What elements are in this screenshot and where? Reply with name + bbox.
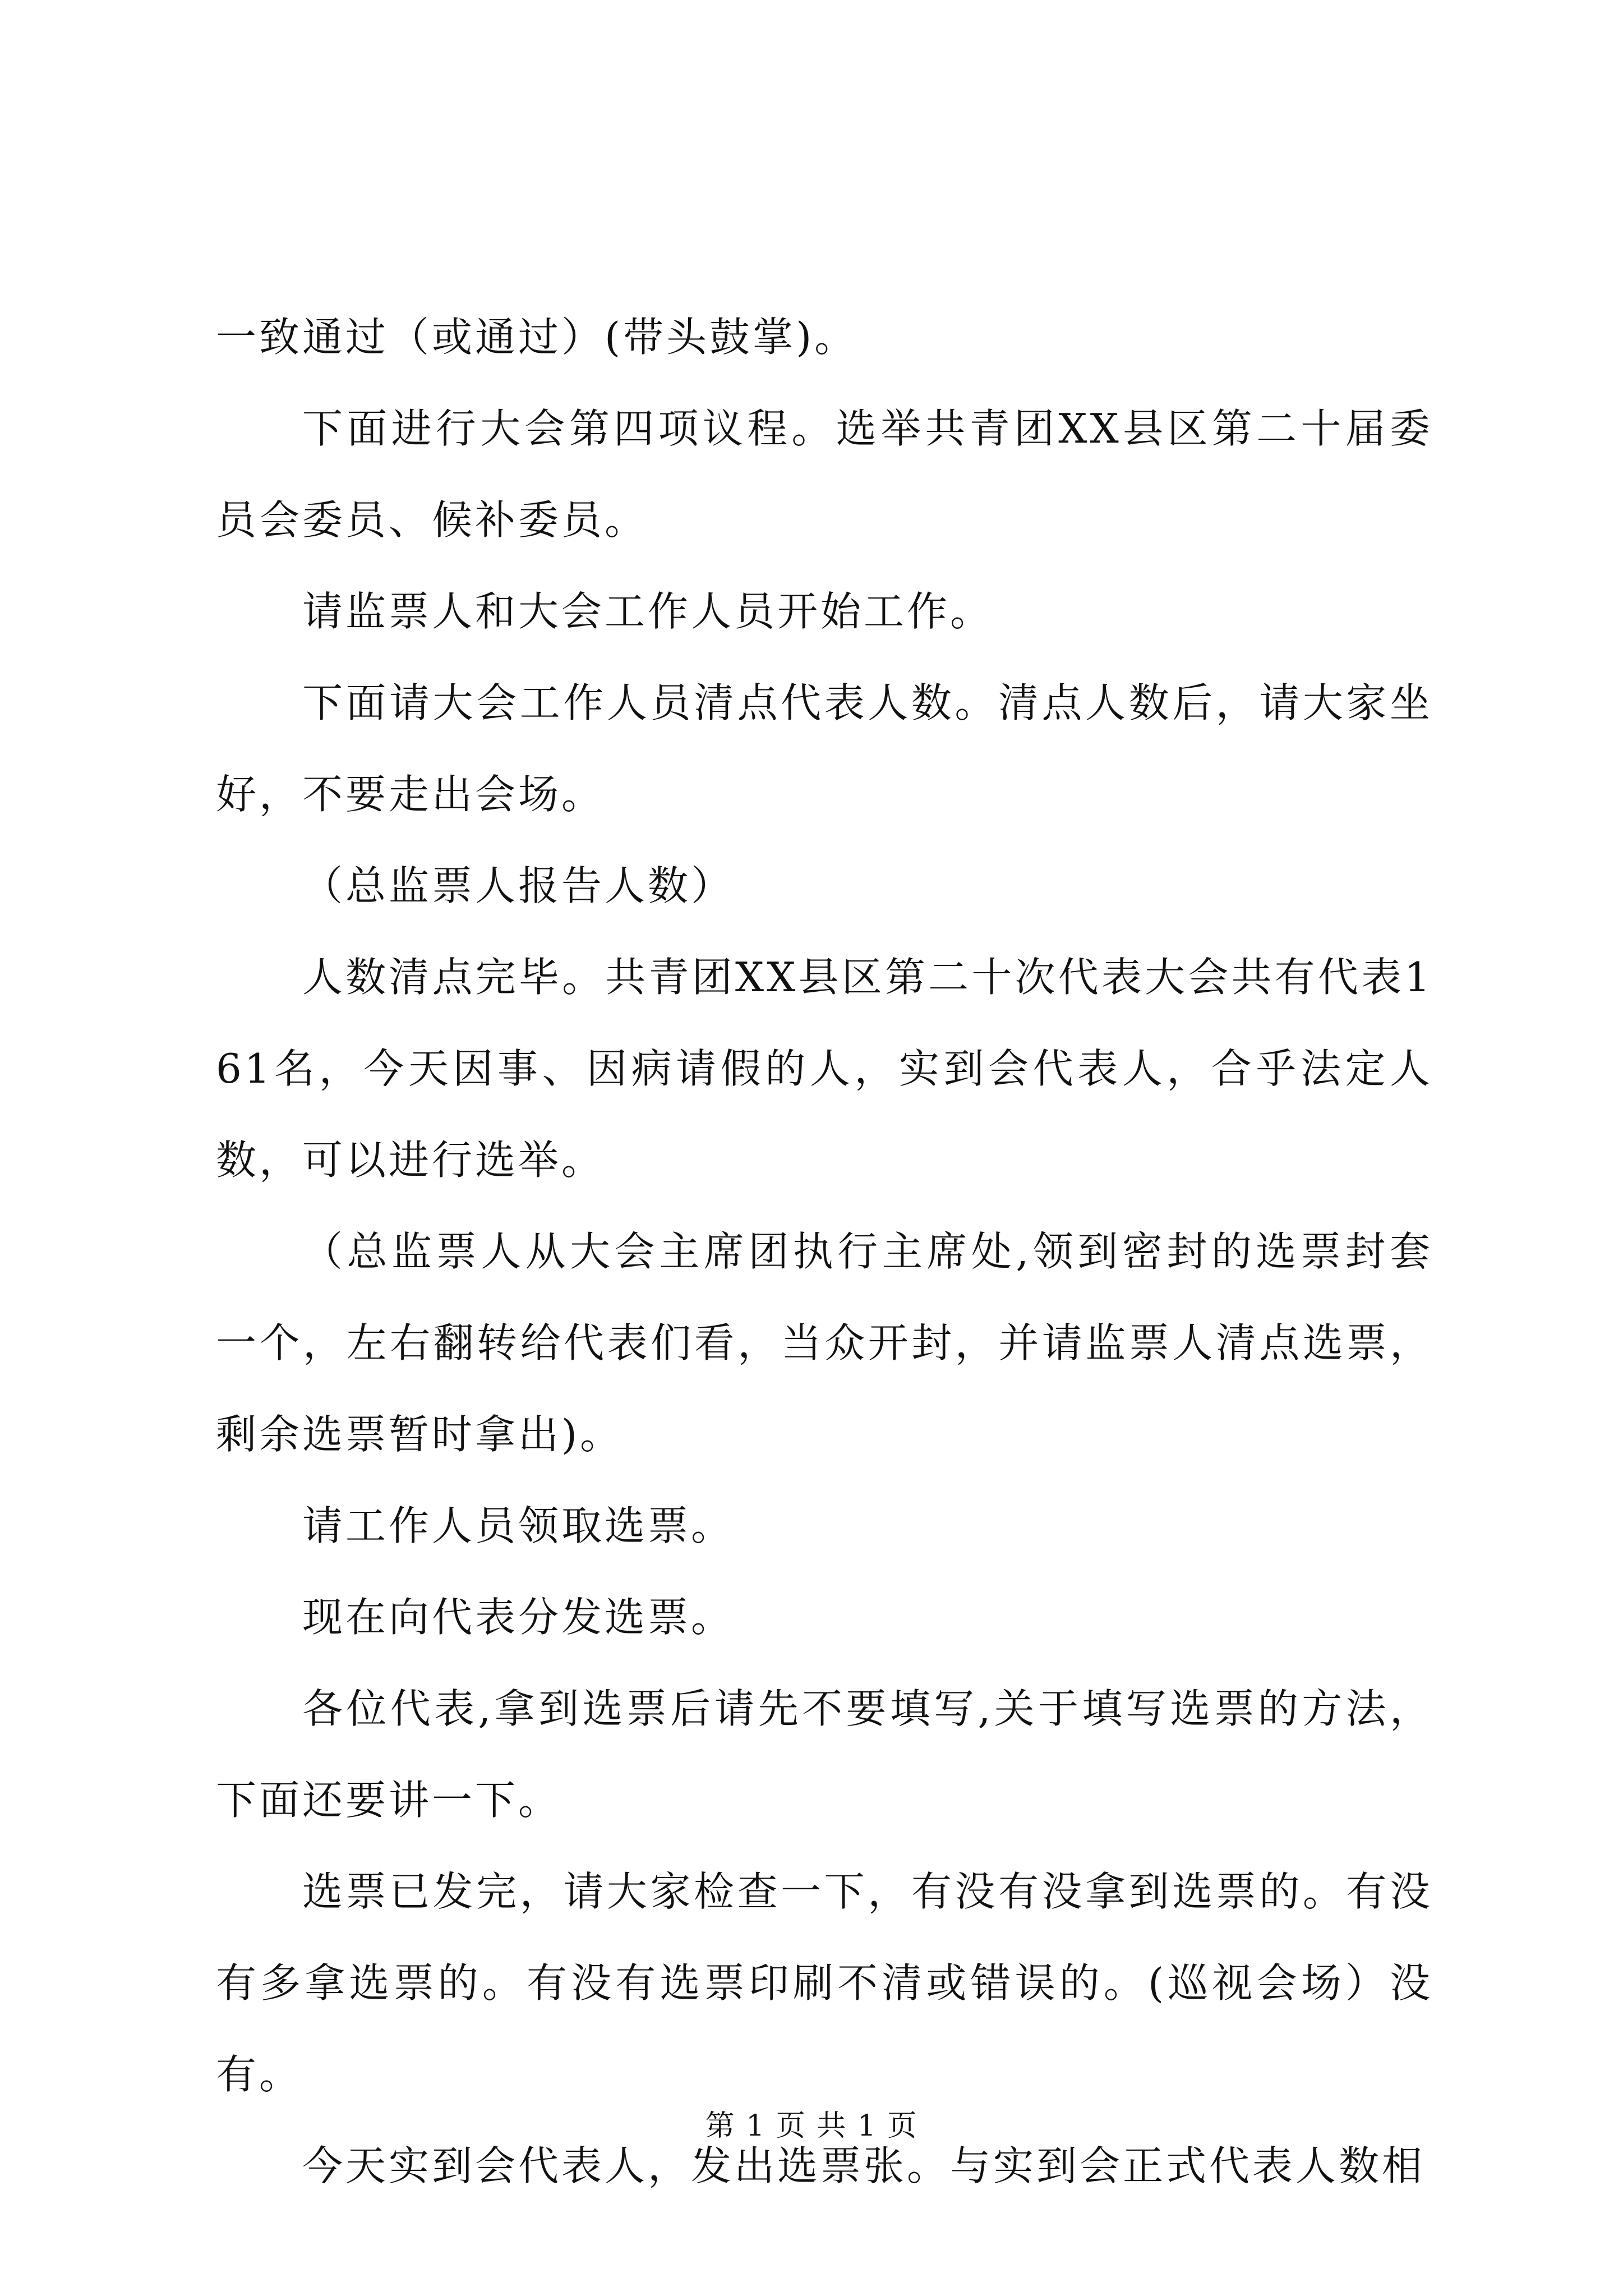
paragraph-5: （总监票人报告人数） bbox=[302, 862, 735, 909]
page-footer: 第 1 页 共 1 页 bbox=[705, 2109, 918, 2143]
paragraph-4: 下面请大会工作人员清点代表人数。清点人数后，请大家坐好，不要走出会场。 bbox=[216, 679, 1433, 818]
document-body bbox=[216, 292, 1433, 2212]
paragraph-9: 现在向代表分发选票。 bbox=[302, 1594, 735, 1641]
paragraph-7: （总监票人从大会主席团执行主席处,领到密封的选票封套一个，左右翻转给代表们看，当众开封，并请监票人清点选票，剩余选票暂时拿出)。 bbox=[216, 1228, 1433, 1458]
paragraph-6: 人数清点完毕。共青团XX县区第二十次代表大会共有代表161名，今天因事、因病请假的人，实到会代表人，合乎法定人数，可以进行选举。 bbox=[216, 954, 1433, 1184]
paragraph-8: 请工作人员领取选票。 bbox=[302, 1502, 735, 1549]
paragraph-1: 一致通过（或通过）(带头鼓掌)。 bbox=[216, 314, 858, 361]
paragraph-2: 下面进行大会第四项议程。选举共青团XX县区第二十届委员会委员、候补委员。 bbox=[216, 405, 1433, 544]
paragraph-12: 今天实到会代表人，发出选票张。与实到会正式代表人数相 bbox=[302, 2142, 1426, 2189]
paragraph-10: 各位代表,拿到选票后请先不要填写,关于填写选票的方法，下面还要讲一下。 bbox=[216, 1685, 1433, 1824]
paragraph-11: 选票已发完，请大家检查一下，有没有没拿到选票的。有没有多拿选票的。有没有选票印刷不清或错误的。(巡视会场）没有。 bbox=[216, 1868, 1433, 2098]
paragraph-3: 请监票人和大会工作人员开始工作。 bbox=[302, 588, 994, 635]
